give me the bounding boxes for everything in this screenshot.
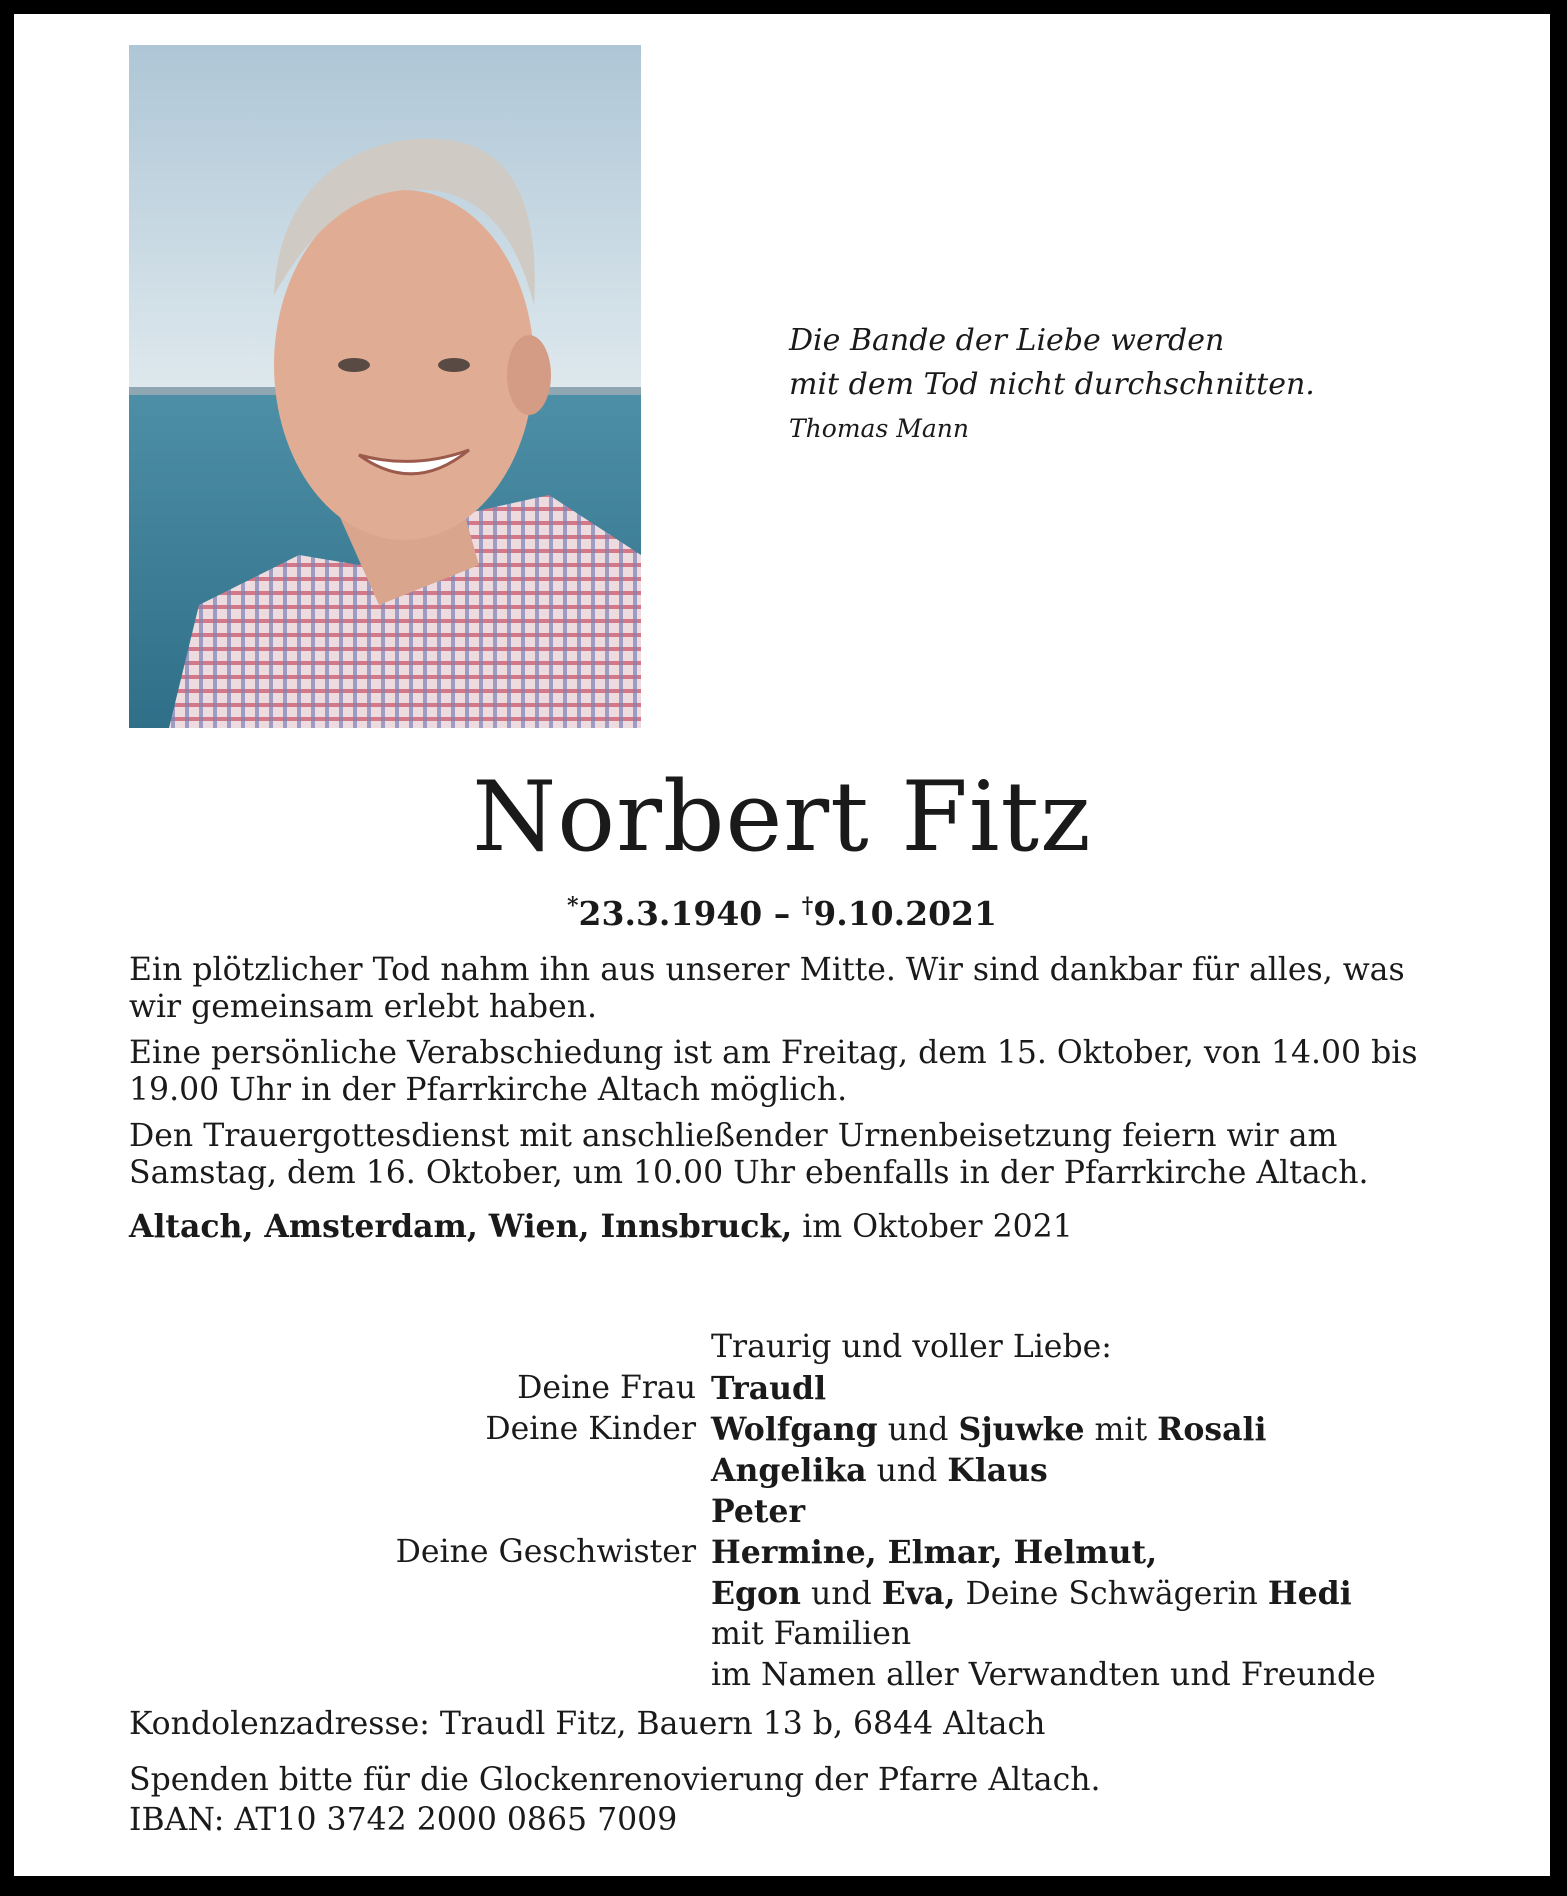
obituary-card	[14, 14, 1550, 1876]
child-name: Peter	[711, 1493, 806, 1530]
life-dates	[14, 884, 1550, 936]
connector-text: und	[887, 1412, 949, 1448]
paragraph-2: Eine persönliche Verabschiedung ist am Freitag, dem 15. Oktober, von 14.00 bis 19.00 Uhr in der Pfarrkirche Altach möglich.	[129, 1035, 1418, 1108]
connector-text: und	[810, 1576, 872, 1612]
paragraph-3: Den Trauergottesdienst mit anschließender Urnenbeisetzung feiern wir am Samstag, dem 16. Oktober, um 10.00 Uhr ebenfalls in der Pfarrkirche Altach.	[129, 1118, 1369, 1191]
connector-text: mit	[1094, 1412, 1148, 1448]
footer	[129, 1704, 1459, 1840]
quote-line-1: Die Bande der Liebe werden	[789, 323, 1225, 358]
children-label: Deine Kinder	[485, 1411, 696, 1447]
family-list	[14, 1327, 1550, 1696]
grandchild-name: Rosali	[1157, 1411, 1267, 1448]
iban: IBAN: AT10 3742 2000 0865 7009	[129, 1802, 678, 1838]
sibling-name: Egon	[711, 1575, 801, 1612]
place-and-date	[129, 1208, 1459, 1246]
partner-name: Sjuwke	[958, 1411, 1085, 1448]
child-name: Angelika	[711, 1452, 867, 1489]
quote-line-2: mit dem Tod nicht durchschnitten.	[789, 367, 1315, 402]
deceased-name: Norbert Fitz	[472, 761, 1092, 873]
donation-note: Spenden bitte für die Glockenrenovierung der Pfarre Altach.	[129, 1762, 1101, 1798]
portrait-photo	[129, 45, 641, 728]
wife-label: Deine Frau	[517, 1370, 696, 1406]
sister-in-law-label: Deine Schwägerin	[965, 1576, 1258, 1612]
partner-name: Klaus	[947, 1452, 1048, 1489]
birth-symbol: *	[567, 893, 579, 919]
death-symbol: †	[801, 893, 814, 919]
announcement-text	[129, 952, 1459, 1255]
child-name: Wolfgang	[711, 1411, 878, 1448]
sibling-name: Eva,	[881, 1575, 956, 1612]
with-families: mit Familien	[711, 1616, 912, 1652]
sibling-names: Hermine, Elmar, Helmut,	[711, 1534, 1158, 1571]
paragraph-1: Ein plötzlicher Tod nahm ihn aus unserer Mitte. Wir sind dankbar für alles, was wir gemeinsam erlebt haben.	[129, 952, 1405, 1025]
condolence-address: Kondolenzadresse: Traudl Fitz, Bauern 13 b, 6844 Altach	[129, 1706, 1046, 1742]
date-separator: –	[773, 894, 791, 933]
connector-text: und	[876, 1453, 938, 1489]
place-date: im Oktober 2021	[802, 1209, 1073, 1245]
birth-date: 23.3.1940	[578, 894, 763, 933]
portrait-image	[129, 45, 641, 728]
quote-author: Thomas Mann	[789, 414, 969, 443]
sister-in-law-name: Hedi	[1267, 1575, 1352, 1612]
siblings-label: Deine Geschwister	[395, 1534, 696, 1570]
death-date: 9.10.2021	[813, 894, 997, 933]
place-cities: Altach, Amsterdam, Wien, Innsbruck,	[129, 1208, 793, 1245]
on-behalf-text: im Namen aller Verwandten und Freunde	[711, 1657, 1376, 1693]
quote	[789, 319, 1315, 407]
wife-name: Traudl	[711, 1370, 827, 1407]
family-intro: Traurig und voller Liebe:	[711, 1329, 1112, 1365]
